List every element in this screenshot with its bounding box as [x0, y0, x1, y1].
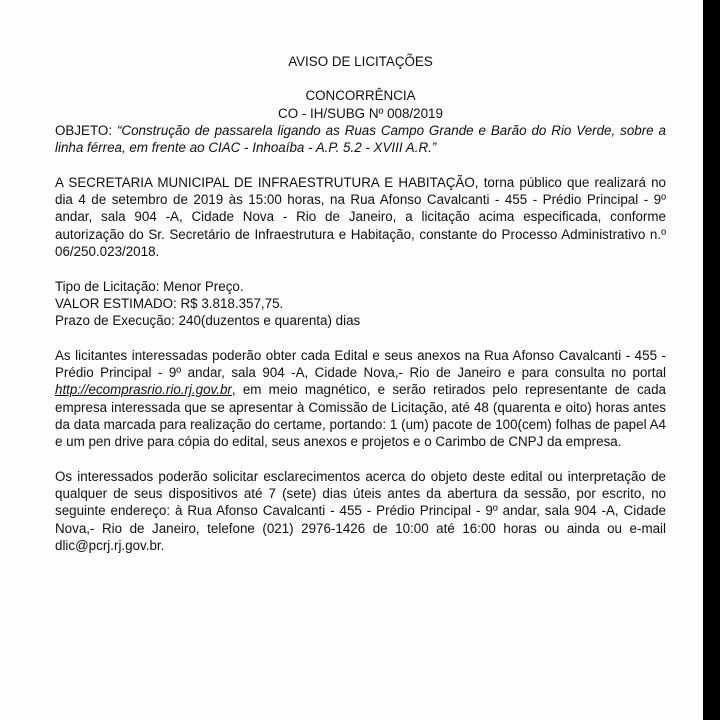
tender-type: Tipo de Licitação: Menor Preço.: [55, 278, 244, 294]
clarification-paragraph: Os interessados poderão solicitar esclarecimentos acerca do objeto deste edital ou interpretação de qualquer de seus dispositivos até 7 (sete) dias úteis antes da abertura da sessão, por escrito, no seguinte endereço: à Rua Afonso Cavalcanti - 455 - Prédio Principal - 9º andar, sala 904 -A, Cidade Nova,- Rio de Janeiro, telefone (021) 2976-1426 de 10:00 até 16:00 horas ou ainda ou e-mail dlic@pcrj.rj.gov.br.: [55, 468, 666, 554]
document-access-paragraph: [55, 347, 666, 451]
object-label: OBJETO:: [55, 122, 117, 138]
notice-body: [55, 53, 666, 554]
notice-modality: CONCORRÊNCIA: [305, 88, 416, 104]
notice-code: CO - IH/SUBG Nº 008/2019: [278, 105, 443, 121]
document-access-text-2: , em meio magnético, e serão retirados pelo representante de cada empresa interessada que se apresentar à Comissão de Licitação, até 48 (quarenta e oito) horas antes da data marcada para realização do certame, portando: 1 (um) pacote de 100(cem) folhas de papel A4 e um pen drive para cópia do edital, seus anexos e projetos e o Carimbo de CNPJ da empresa.: [55, 382, 666, 450]
notice-object: [55, 122, 666, 157]
tender-details: [55, 278, 666, 330]
execution-term: Prazo de Execução: 240(duzentos e quarenta) dias: [55, 313, 361, 329]
estimated-value: VALOR ESTIMADO: R$ 3.818.357,75.: [55, 295, 284, 311]
object-text: “Construção de passarela ligando as Ruas Campo Grande e Barão do Rio Verde, sobre a linha férrea, em frente ao CIAC - Inhoaíba - A.P. 5.2 - XVIII A.R.”: [55, 122, 666, 156]
portal-link[interactable]: http://ecomprasrio.rio.rj.gov.br: [55, 382, 232, 398]
announcement-paragraph: A SECRETARIA MUNICIPAL DE INFRAESTRUTURA E HABITAÇÃO, torna público que realizará no dia 4 de setembro de 2019 às 15:00 horas, na Rua Afonso Cavalcanti - 455 - Prédio Principal - 9º andar, sala 904 -A, Cidade Nova - Rio de Janeiro, a licitação acima especificada, conforme autorização do Sr. Secretário de Infraestrutura e Habitação, constante do Processo Administrativo n.º 06/250.023/2018.: [55, 174, 666, 259]
notice-title: AVISO DE LICITAÇÕES: [288, 54, 433, 69]
document-access-text-1: As licitantes interessadas poderão obter cada Edital e seus anexos na Rua Afonso Cavalcanti - 455 - Prédio Principal - 9º andar, sala 904 -A, Cidade Nova,- Rio de Janeiro e para consulta no portal: [55, 347, 666, 381]
